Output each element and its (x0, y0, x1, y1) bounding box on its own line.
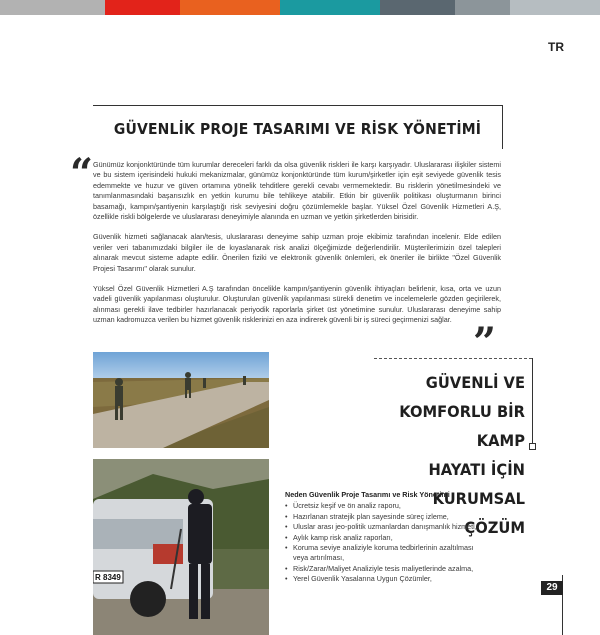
field-guards-photo (93, 352, 269, 448)
list-item: • Aylık kamp risk analiz raporları, (285, 533, 480, 543)
close-quote-mark: ” (473, 319, 497, 366)
list-item: • Uluslar arası jeo-politik uzmanlardan danışmanlık hizmeti, (285, 522, 480, 532)
page-title: GÜVENLİK PROJE TASARIMI VE RİSK YÖNETİMİ (113, 120, 482, 138)
paragraph: Yüksel Özel Güvenlik Hizmetleri A.Ş tarafından öncelikle kampın/şantiyenin güvenlik ihtiyaçları belirlenir, kısa, orta ve uzun vadeli güvenlik yapılanması oluşturulur. Oluşturulan güvenlik yapılanması sürekli denetim ve incelemelerle gözden geçirilerek, alınması gerekli ilave tedbirler hazırlanacak periyodik raporlarla şirket üst yönetimine sunulur. Uluslararası deneyime sahip uzman kadromuzca verilen bu hizmet güvenlik risklerinizi en aza indirerek güvenli bir iş süreci geçirmenizi sağlar. (93, 284, 501, 325)
list-heading: Neden Güvenlik Proje Tasarımı ve Risk Yönetimi (285, 490, 450, 499)
guard-vehicle-illustration (93, 459, 269, 635)
guard-vehicle-photo (93, 459, 269, 635)
callout-divider (374, 358, 532, 360)
color-band-4 (280, 0, 380, 15)
color-band-7 (510, 0, 600, 15)
callout-line: KOMFORLU BİR KAMP (399, 402, 525, 450)
list-item: • Ücretsiz keşif ve ön analiz raporu, (285, 501, 480, 511)
color-band-6 (455, 0, 510, 15)
header-color-band (0, 0, 600, 15)
language-label: TR (548, 40, 564, 54)
benefits-list (285, 490, 480, 585)
list-item: • Koruma seviye analiziyle koruma tedbirlerinin azaltılması veya artırılması, (285, 543, 480, 564)
open-quote-mark: “ (70, 150, 94, 197)
title-frame (93, 105, 503, 149)
callout-line: HAYATI İÇİN (428, 460, 525, 479)
paragraph: Günümüz konjonktüründe tüm kurumlar dereceleri farklı da olsa güvenlik riskleri ile karşı karşıyadır. Uluslararası ilişkiler sistemi ve bu sistem içerisindeki hukuki mekanizmalar, günümüz konjonktüründe tüm kurum/şirketler için eşit seviyede güvenlik tesis edemmekte ve huzur ve güven ortamına yönelik tehditlere gerekli cevabı vermemektedir. Bu risklerin yönetilmesindeki ve tanımlanmasındaki başarısızlık en yetkin kurumu bile tehlikeye atabilir. Etkin bir güvenlik politikası oluşturmanın birinci basamağı, kampın/şantiyenin karşılaştığı risk seviyesini doğru çözümlemekle başlar. Yüksel Özel Güvenlik Hizmetleri A.Ş, özellikle riskli bölgelerde ve uluslararası deneyimiyle alanında en uzman ve yetkin şirketlerden birisidir. (93, 160, 501, 222)
color-band-1 (0, 0, 105, 15)
license-plate-text: R 8349 (95, 573, 121, 582)
color-band-3 (180, 0, 280, 15)
page-number: 29 (541, 581, 563, 595)
list-item: • Hazırlanan stratejik plan sayesinde süreç izleme, (285, 512, 480, 522)
callout-line: KURUMSAL ÇÖZÜM (432, 489, 525, 537)
callout-line: GÜVENLİ VE (425, 373, 525, 392)
color-band-2 (105, 0, 180, 15)
body-text (93, 160, 501, 336)
list-item: • Risk/Zarar/Maliyet Analiziyle tesis maliyetlerinde azalma, (285, 564, 480, 574)
callout-marker (529, 443, 536, 450)
callout-vertical-rule (532, 358, 533, 446)
list-item: • Yerel Güvenlik Yasalarına Uygun Çözümler, (285, 574, 480, 584)
paragraph: Güvenlik hizmeti sağlanacak alan/tesis, uluslararası deneyime sahip uzman proje ekibimiz tarafından incelenir. Elde edilen veriler veri tabanımızdaki bilgiler ile de kıyaslanarak risk analizi ölçeğimizde değerlendirilir. Müşterilerimizin özel talepleri alınarak mevcut sisteme adapte edilir. Önerilen fiziki ve elektronik güvenlik önlemleri, ek öneriler ile birlikte "Özel Güvenlik Projesi Tasarımı" olarak sunulur. (93, 232, 501, 273)
color-band-5 (380, 0, 455, 15)
field-guards-illustration (93, 352, 269, 448)
